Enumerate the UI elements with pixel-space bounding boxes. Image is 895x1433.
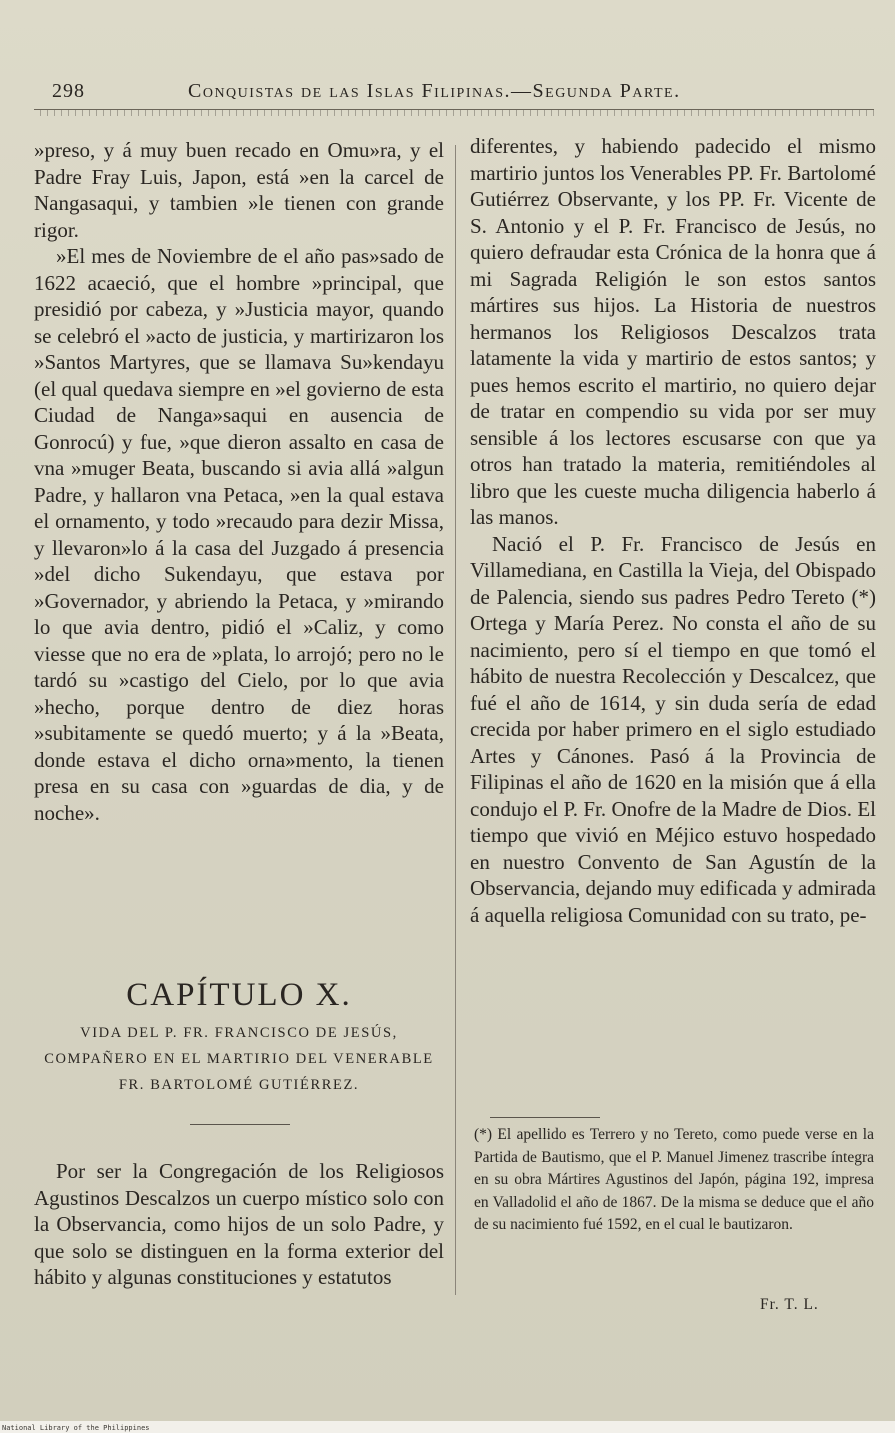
left-paragraph-3: Por ser la Congregación de los Religiosos Agustinos Descalzos un cuerpo místico solo con la Observancia, como hijos de un solo Padre, y que solo se distinguen en la forma exterior del hábito y algunas constituciones y estatutos: [34, 1159, 444, 1289]
chapter-rule: [190, 1124, 290, 1125]
footnote-signature: Fr. T. L.: [760, 1296, 819, 1313]
left-paragraph-2: »El mes de Noviembre de el año pas»sado de 1622 acaeció, que el hombre »principal, que presidió por cabeza, y »Justicia mayor, quando se celebró el »acto de justicia, y martirizaron los »Santos Martyres, que se llamava Su»kendayu (el qual quedava siempre en »el govierno de esta Ciudad de Nanga»saqui en ausencia de Gonrocú) y fue, »que dieron assalto en casa de vna »muger Beata, buscando si avia allá »algun Padre, y hallaron vna Petaca, »en la qual estava el ornamento, y todo »recaudo para dezir Missa, y llevaron»lo á la casa del Juzgado á presencia »del dicho Sukendayu, que estava por »Governador, y abriendo la Petaca, y »mirando lo que avia dentro, pidió el »Caliz, y como viesse que no era de »plata, lo arrojó; pero no le tardó su »castigo del Cielo, por lo que avia »hecho, porque dentro de diez horas »subitamente se quedó muerto; y á la »Beata, donde estava el dicho orna»mento, la tienen presa en su casa con »guardas de dia, y de noche».: [34, 244, 444, 825]
header-rule: [34, 109, 874, 116]
library-credit: National Library of the Philippines: [2, 1424, 150, 1432]
chapter-subtitle: VIDA DEL P. FR. FRANCISCO DE JESÚS, COMPAÑERO EN EL MARTIRIO DEL VENERABLE FR. BARTOLOMÉ GUTIÉRREZ.: [44, 1025, 434, 1093]
right-paragraph-2: Nació el P. Fr. Francisco de Jesús en Villamediana, en Castilla la Vieja, del Obispado de Palencia, siendo sus padres Pedro Tereto (*) Ortega y María Perez. No consta el año de su nacimiento, pero sí el tiempo en que tomó el hábito de nuestra Recolección y Descalcez, que fué el año de 1614, y sin duda sería de edad crecida por haber primero en el siglo estudiado Artes y Cánones. Pasó á la Provincia de Filipinas el año de 1620 en la misión que á ella condujo el P. Fr. Onofre de la Madre de Dios. El tiempo que vivió en Méjico estuvo hospedado en nuestro Convento de San Agustín de la Observancia, dejando muy edificada y admirada á aquella religiosa Comunidad con su trato, pe-: [470, 531, 876, 927]
chapter-title: CAPÍTULO X.: [126, 977, 352, 1013]
footnote: (*) El apellido es Terrero y no Tereto, como puede verse en la Partida de Bautismo, que el P. Manuel Jimenez trascribe íntegra en su obra Mártires Agustinos del Japón, página 192, impresa en Valladolid el año de 1867. De la misma se deduce que el año de su nacimiento fué 1592, en el cual le bautizaron.: [474, 1126, 874, 1233]
right-column: [470, 133, 876, 928]
left-column: [34, 137, 444, 826]
page-number: 298: [52, 80, 85, 102]
page-header: [52, 80, 852, 110]
left-paragraph-1: »preso, y á muy buen recado en Omu»ra, y el Padre Fray Luis, Japon, está »en la carcel de Nangasaqui, y tambien »le tienen con grande rigor.: [34, 138, 444, 242]
column-divider: [455, 145, 456, 1295]
left-paragraph-3-container: [34, 1158, 444, 1291]
footnote-rule: [490, 1117, 600, 1118]
right-paragraph-1: diferentes, y habiendo padecido el mismo martirio juntos los Venerables PP. Fr. Bartolomé Gutiérrez Observante, y los PP. Fr. Vicente de S. Antonio y el P. Fr. Francisco de Jesús, no quiero defraudar esta Crónica de la honra que á mi Sagrada Religión le son estos santos mártires sus hijos. La Historia de nuestros hermanos los Religiosos Descalzos trata latamente la vida y martirio de estos santos; y pues hemos escrito el martirio, no quiero dejar de tratar en compendio su vida por ser muy sensible á los lectores escusarse con que ya otros han tratado la materia, remitiéndoles al libro que les cueste mucha diligencia haberlo á las manos.: [470, 134, 876, 529]
running-title: Conquistas de las Islas Filipinas.—Segunda Parte.: [188, 80, 681, 102]
